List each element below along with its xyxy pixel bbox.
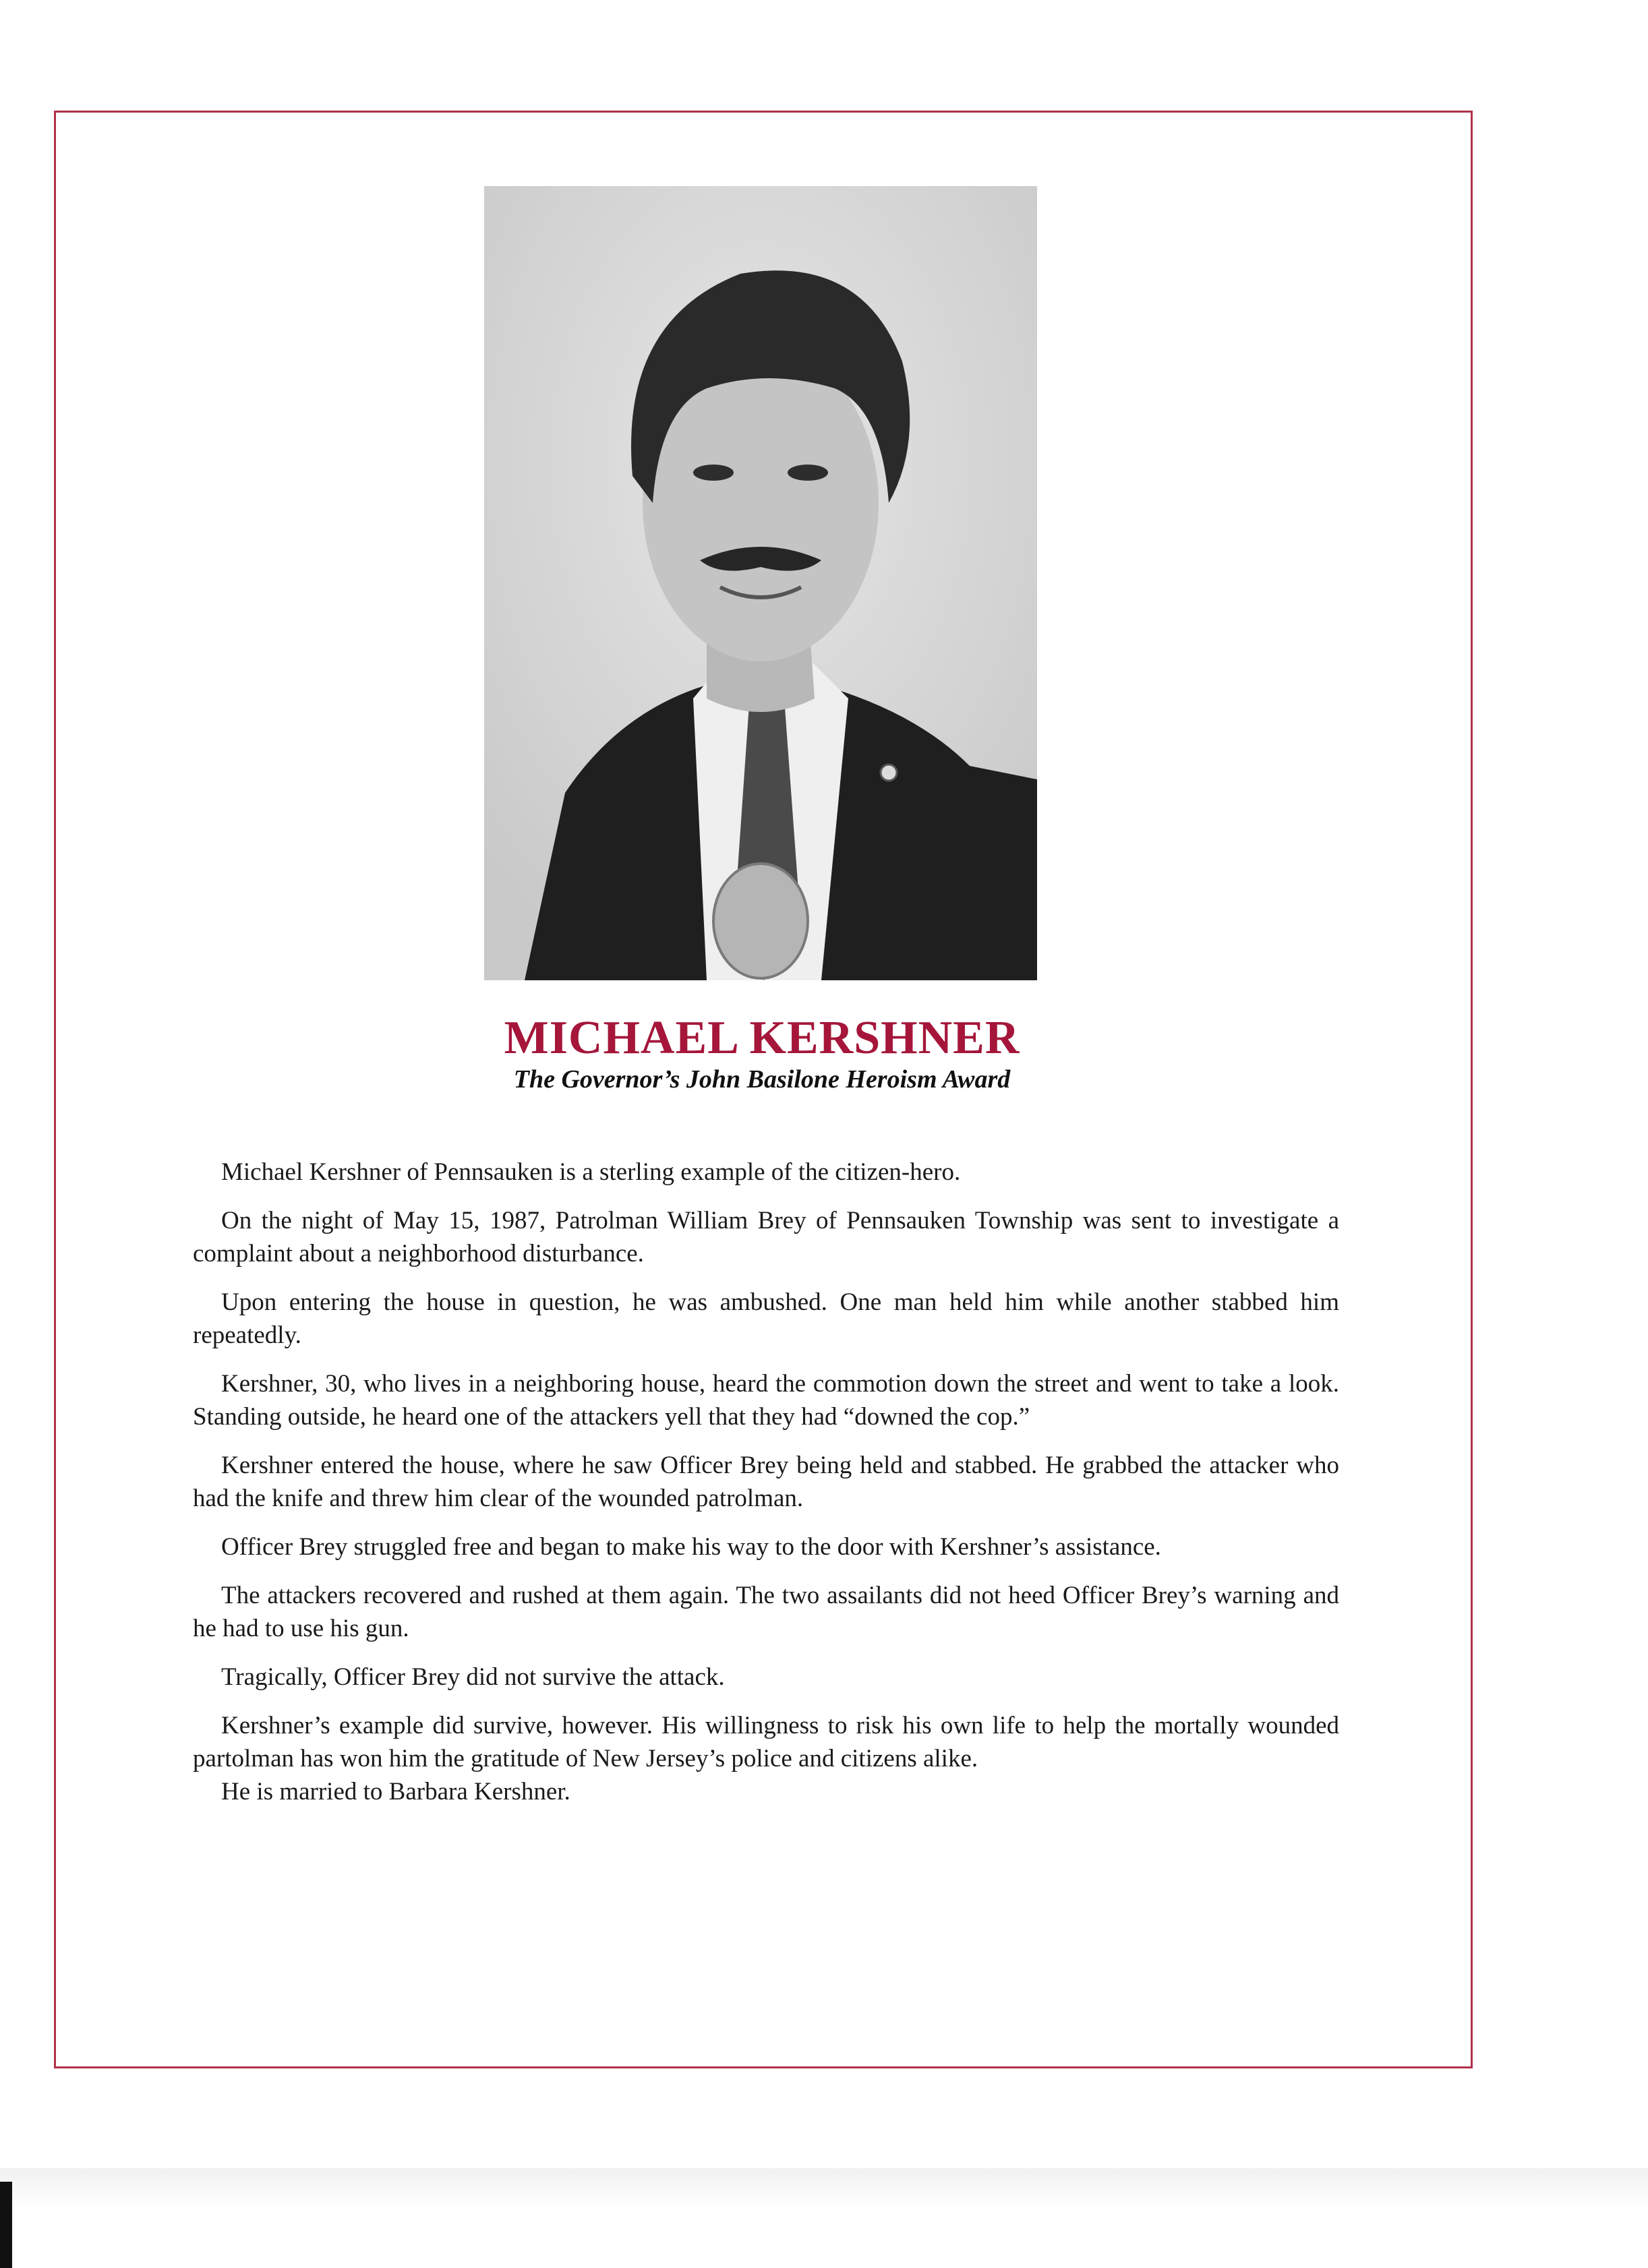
paragraph: The attackers recovered and rushed at them again. The two assailants did not heed Officer Brey’s warning and he had to use his gun. [193, 1582, 1339, 1642]
page-bottom-edge [0, 2168, 1648, 2268]
portrait-photo-icon [484, 186, 1037, 980]
paragraph: Kershner entered the house, where he saw Officer Brey being held and stabbed. He grabbed the attacker who had the knife and threw him clear of the wounded patrolman. [193, 1452, 1339, 1512]
paragraph: Michael Kershner of Pennsauken is a sterling example of the citizen-hero. [221, 1158, 961, 1186]
award-title: The Governor’s John Basilone Heroism Award [513, 1065, 1011, 1094]
paragraph: Tragically, Officer Brey did not survive the attack. [221, 1663, 725, 1691]
paragraph: He is married to Barbara Kershner. [221, 1778, 570, 1806]
honoree-name: MICHAEL KERSHNER [504, 1012, 1020, 1064]
article-body [193, 1156, 1339, 1824]
paragraph: Officer Brey struggled free and began to make his way to the door with Kershner’s assistance. [221, 1533, 1161, 1561]
portrait-photo [484, 186, 1037, 980]
paragraph: Kershner, 30, who lives in a neighboring house, heard the commotion down the street and went to take a look. Standing outside, he heard one of the attackers yell that they had “downed the cop.” [193, 1370, 1339, 1431]
paragraph: Kershner’s example did survive, however. His willingness to risk his own life to help the mortally wounded partolman has won him the gratitude of New Jersey’s police and citizens alike. [193, 1712, 1339, 1772]
paragraph: On the night of May 15, 1987, Patrolman William Brey of Pennsauken Township was sent to investigate a complaint about a neighborhood disturbance. [193, 1207, 1339, 1267]
scan-shadow [0, 2182, 12, 2268]
paragraph: Upon entering the house in question, he was ambushed. One man held him while another stabbed him repeatedly. [193, 1288, 1339, 1349]
